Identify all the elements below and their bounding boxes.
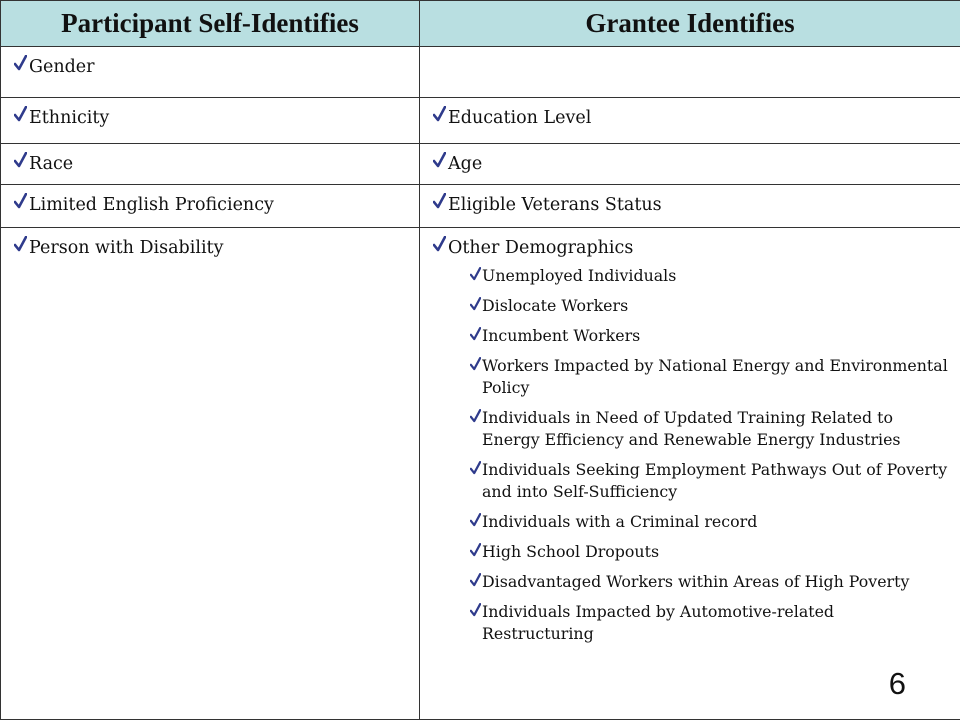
header-participant-self-identifies: Participant Self-Identifies (1, 1, 420, 47)
checkmark-icon (433, 152, 446, 168)
checkmark-icon (470, 573, 481, 587)
item-label: Other Demographics (448, 237, 634, 258)
table-row (1, 47, 960, 98)
sub-list-item (420, 511, 960, 533)
item-label: Age (448, 154, 483, 175)
header-row (1, 1, 960, 47)
cell-left (1, 227, 420, 720)
sub-list-item (420, 601, 960, 645)
checkmark-icon (470, 267, 481, 281)
cell-right (420, 98, 960, 144)
sub-item-label: Unemployed Individuals (482, 265, 677, 285)
sub-item-label: Individuals Impacted by Automotive-related Restructuring (482, 601, 835, 643)
item-label: Eligible Veterans Status (448, 195, 662, 216)
sub-item-label: Incumbent Workers (482, 325, 641, 345)
item-label: Race (29, 154, 74, 175)
sub-list-item (420, 325, 960, 347)
sub-item-label: Individuals with a Criminal record (482, 511, 758, 531)
item-label: Limited English Proficiency (29, 195, 274, 216)
sub-list-item (420, 407, 960, 451)
sub-item-label: High School Dropouts (482, 541, 660, 561)
other-demographics-sublist (420, 265, 960, 645)
checkmark-icon (470, 543, 481, 557)
list-item (420, 228, 960, 259)
sub-item-label: Individuals Seeking Employment Pathways Out of Poverty and into Self-Sufficiency (482, 459, 948, 501)
checkmark-icon (470, 327, 481, 341)
cell-left (1, 47, 420, 98)
item-label: Ethnicity (29, 108, 110, 129)
cell-right (420, 144, 960, 185)
cell-left (1, 98, 420, 144)
item-label: Education Level (448, 108, 592, 129)
sub-item-label: Disadvantaged Workers within Areas of High Poverty (482, 571, 910, 591)
checkmark-icon (470, 357, 481, 371)
item-label: Gender (29, 57, 95, 77)
table-row (1, 185, 960, 227)
sub-item-label: Dislocate Workers (482, 295, 629, 315)
list-item (1, 185, 419, 216)
table-row (1, 227, 960, 720)
sub-item-label: Individuals in Need of Updated Training Related to Energy Efficiency and Renewable Energy Industries (482, 407, 901, 449)
list-item (1, 144, 419, 175)
checkmark-icon (470, 603, 481, 617)
list-item (420, 144, 960, 175)
cell-left (1, 144, 420, 185)
item-label: Person with Disability (29, 237, 224, 258)
checkmark-icon (470, 409, 481, 423)
page-number: 6 (888, 666, 906, 701)
checkmark-icon (470, 297, 481, 311)
checkmark-icon (14, 55, 27, 71)
sub-item-label: Workers Impacted by National Energy and Environmental Policy (482, 355, 948, 397)
header-grantee-identifies: Grantee Identifies (420, 1, 960, 47)
sub-list-item (420, 571, 960, 593)
list-item (1, 228, 419, 259)
checkmark-icon (14, 193, 27, 209)
checkmark-icon (433, 236, 446, 252)
checkmark-icon (470, 513, 481, 527)
list-item (420, 98, 960, 129)
cell-right (420, 185, 960, 227)
checkmark-icon (14, 106, 27, 122)
list-item (420, 185, 960, 216)
checkmark-icon (470, 461, 481, 475)
checkmark-icon (433, 193, 446, 209)
list-item (1, 98, 419, 129)
table-row (1, 144, 960, 185)
sub-list-item (420, 355, 960, 399)
sub-list-item (420, 541, 960, 563)
cell-right (420, 227, 960, 720)
cell-left (1, 185, 420, 227)
checkmark-icon (14, 236, 27, 252)
cell-right-empty (420, 47, 960, 98)
sub-list-item (420, 295, 960, 317)
sub-list-item (420, 459, 960, 503)
checkmark-icon (433, 106, 446, 122)
table-row (1, 98, 960, 144)
checkmark-icon (14, 152, 27, 168)
list-item (1, 47, 419, 78)
sub-list-item (420, 265, 960, 287)
